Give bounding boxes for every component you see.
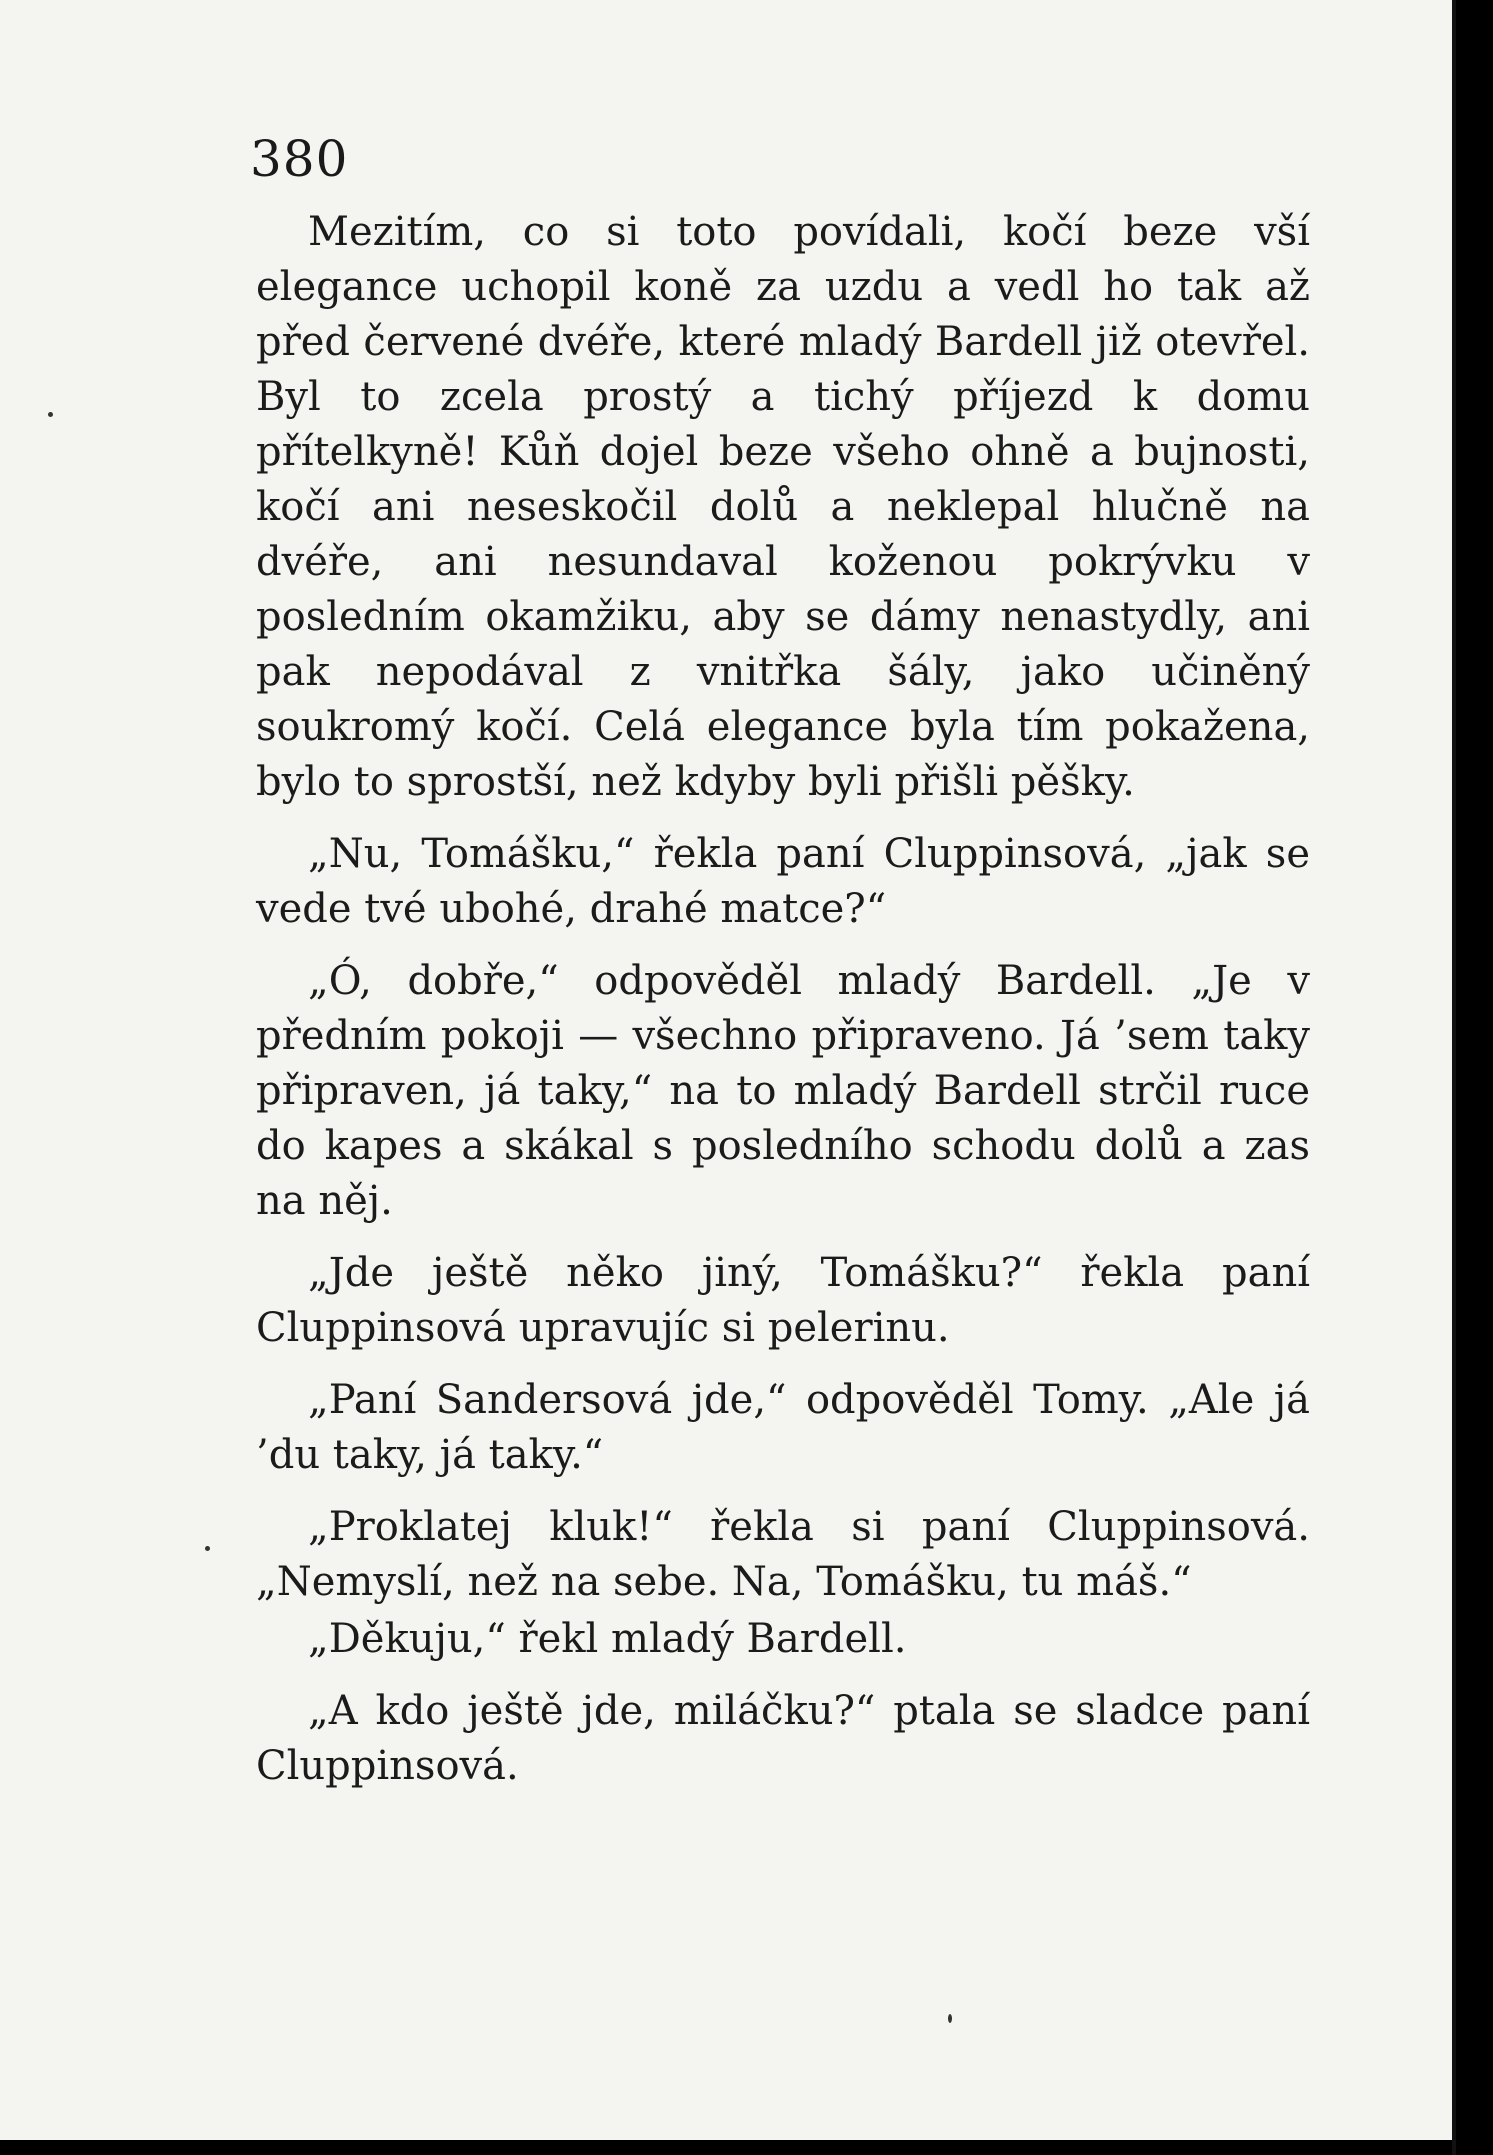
- paragraph-4: „Jde ještě něko jiný, Tomášku?“ řekla paní Cluppinsová upravujíc si pelerinu.: [256, 1250, 1310, 1351]
- page-text: [256, 205, 1310, 1811]
- page-number: 380: [250, 130, 349, 188]
- scan-dark-edge: [1456, 0, 1493, 2155]
- paragraph-8: „A kdo ještě jde, miláčku?“ ptala se sladce paní Cluppinsová.: [256, 1688, 1310, 1789]
- paragraph-5: „Paní Sandersová jde,“ odpověděl Tomy. „Ale já ’du taky, já taky.“: [256, 1377, 1310, 1478]
- paragraph-1: Mezitím, co si toto povídali, kočí beze vší elegance uchopil koně za uzdu a vedl ho tak až před červené dvéře, které mladý Bardell již otevřel. Byl to zcela prostý a tichý příjezd k domu přítelkyně! Kůň dojel beze všeho ohně a bujnosti, kočí ani neseskočil dolů a neklepal hlučně na dvéře, ani nesundaval koženou pokrývku v posledním okamžiku, aby se dámy nenastydly, ani pak nepodával z vnitřka šály, jako učiněný soukromý kočí. Celá elegance byla tím pokažena, bylo to sprostší, než kdyby byli přišli pěšky.: [256, 209, 1310, 805]
- paragraph-7: „Děkuju,“ řekl mladý Bardell.: [308, 1616, 907, 1662]
- scan-speck: [48, 412, 53, 417]
- paragraph-3: „Ó, dobře,“ odpověděl mladý Bardell. „Je v předním pokoji — všechno připraveno. Já ’sem taky připraven, já taky,“ na to mladý Bardell strčil ruce do kapes a skákal s posledního schodu dolů a zas na něj.: [256, 958, 1310, 1224]
- scan-speck: [205, 1546, 210, 1551]
- paragraph-2: „Nu, Tomášku,“ řekla paní Cluppinsová, „jak se vede tvé ubohé, drahé matce?“: [256, 831, 1310, 932]
- scan-speck: [948, 2014, 952, 2023]
- paragraph-6: „Proklatej kluk!“ řekla si paní Cluppinsová. „Nemyslí, než na sebe. Na, Tomášku, tu máš.“: [256, 1504, 1310, 1605]
